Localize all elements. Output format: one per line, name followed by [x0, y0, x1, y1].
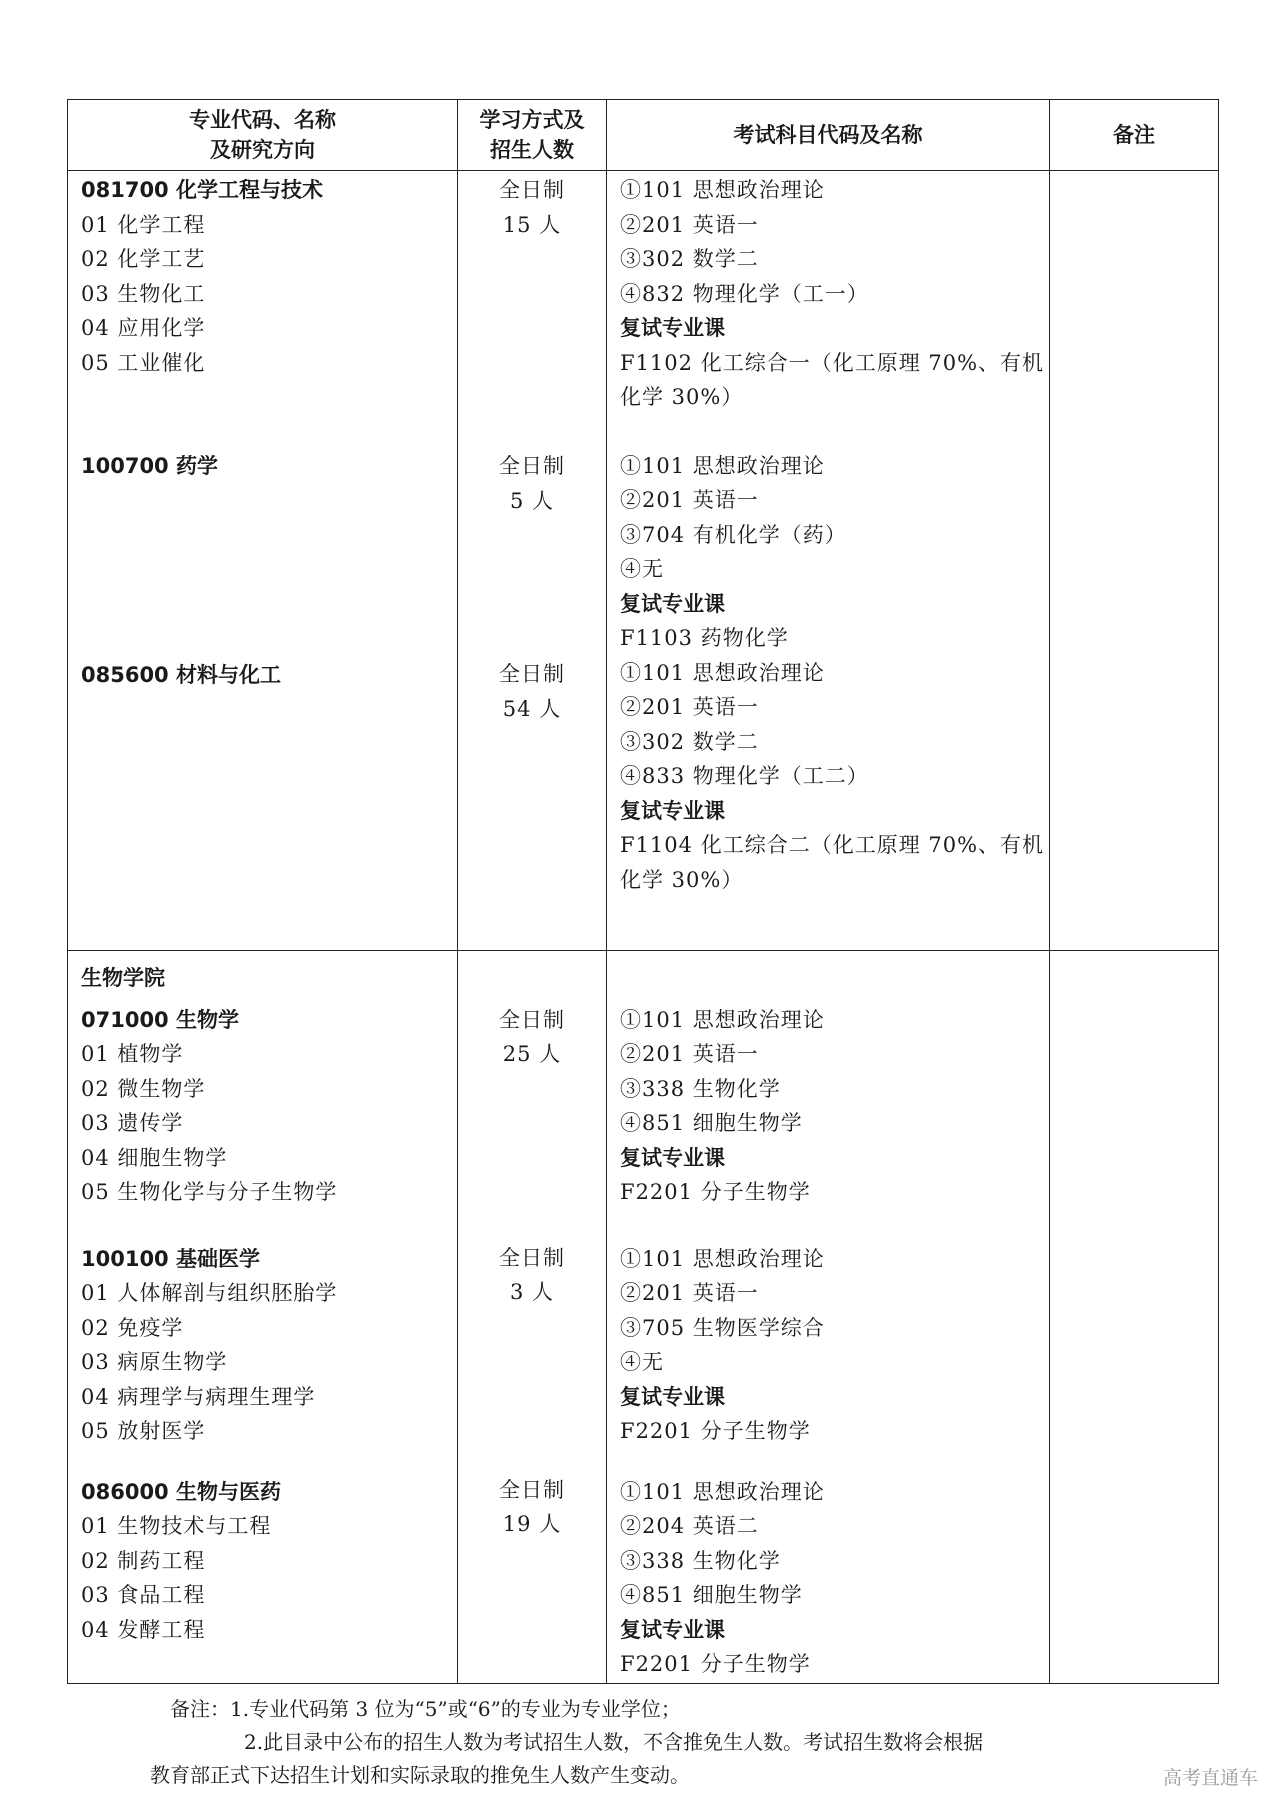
exam-item: ①101 思想政治理论 — [620, 178, 825, 202]
direction-item: 04 发酵工程 — [81, 1617, 206, 1642]
watermark: 高考直通车 — [1162, 1767, 1258, 1789]
direction-item: 03 病原生物学 — [81, 1350, 228, 1374]
retest-item: F1104 化工综合二（化工原理 70%、有机 — [620, 833, 1045, 857]
retest-label: 复试专业课 — [620, 1384, 725, 1409]
enroll-count: 19 人 — [502, 1512, 562, 1536]
direction-item: 03 食品工程 — [81, 1583, 206, 1607]
footer-note-1: 备注：1.专业代码第 3 位为“5”或“6”的专业为专业学位； — [170, 1697, 681, 1721]
retest-label: 复试专业课 — [620, 591, 725, 616]
direction-item: 04 病理学与病理生理学 — [81, 1384, 316, 1409]
exam-item: ②204 英语二 — [620, 1514, 759, 1538]
direction-item: 01 人体解剖与组织胚胎学 — [81, 1281, 338, 1305]
direction-item: 03 生物化工 — [81, 281, 206, 306]
exam-item: ④832 物理化学（工一） — [620, 281, 869, 306]
major-cell — [68, 951, 458, 1684]
note-cell — [1050, 951, 1219, 1684]
retest-item: F2201 分子生物学 — [620, 1180, 811, 1204]
major-cell — [68, 171, 458, 951]
exam-cell — [607, 171, 1050, 951]
exam-item: ③338 生物化学 — [620, 1548, 781, 1573]
exam-item: ②201 英语一 — [620, 1042, 759, 1066]
enroll-count: 15 人 — [502, 212, 562, 237]
study-mode: 全日制 — [499, 662, 565, 686]
study-mode: 全日制 — [499, 454, 565, 478]
retest-label: 复试专业课 — [620, 316, 725, 340]
direction-item: 02 制药工程 — [81, 1548, 206, 1573]
direction-item: 02 免疫学 — [81, 1315, 184, 1340]
exam-item: ②201 英语一 — [620, 695, 759, 719]
footer-note-3: 教育部正式下达招生计划和实际录取的推免生人数产生变动。 — [150, 1763, 690, 1787]
program-title: 085600 材料与化工 — [81, 662, 281, 687]
enroll-count: 54 人 — [502, 696, 562, 721]
study-mode: 全日制 — [499, 178, 565, 202]
exam-item: ③704 有机化学（药） — [620, 522, 847, 547]
enroll-count: 5 人 — [509, 488, 555, 513]
exam-item: ②201 英语一 — [620, 212, 759, 237]
exam-item: ③302 数学二 — [620, 247, 759, 271]
retest-label: 复试专业课 — [620, 1617, 725, 1642]
exam-item: ④851 细胞生物学 — [620, 1583, 803, 1607]
direction-item: 04 应用化学 — [81, 316, 206, 340]
program-title: 100100 基础医学 — [81, 1246, 260, 1271]
header-major-line1: 专业代码、名称 — [189, 108, 336, 132]
retest-item: F2201 分子生物学 — [620, 1419, 811, 1443]
direction-item: 01 生物技术与工程 — [81, 1514, 272, 1538]
exam-item: ①101 思想政治理论 — [620, 1246, 825, 1271]
table-header-row — [68, 100, 1219, 171]
retest-label: 复试专业课 — [620, 798, 725, 823]
mode-cell — [458, 171, 607, 951]
program-title: 081700 化学工程与技术 — [81, 178, 323, 202]
program-title: 071000 生物学 — [81, 1007, 239, 1032]
header-mode-line2: 招生人数 — [490, 138, 574, 162]
direction-item: 05 生物化学与分子生物学 — [81, 1180, 338, 1204]
exam-item: ③338 生物化学 — [620, 1076, 781, 1101]
retest-item: 化学 30%） — [620, 385, 744, 409]
section-row-1 — [68, 171, 1219, 951]
retest-item: 化学 30%） — [620, 867, 744, 892]
header-mode — [458, 100, 607, 171]
study-mode: 全日制 — [499, 1007, 565, 1032]
footer-note-2: 2.此目录中公布的招生人数为考试招生人数，不含推免生人数。考试招生数将会根据 — [244, 1730, 984, 1754]
mode-cell — [458, 951, 607, 1684]
study-mode: 全日制 — [499, 1245, 565, 1270]
enroll-count: 25 人 — [502, 1042, 562, 1066]
header-major-line2: 及研究方向 — [210, 138, 315, 162]
program-title: 100700 药学 — [81, 454, 218, 478]
admissions-table — [67, 99, 1219, 1684]
exam-item: ③302 数学二 — [620, 729, 759, 754]
retest-item: F1103 药物化学 — [620, 626, 789, 650]
direction-item: 02 化学工艺 — [81, 247, 206, 271]
exam-item: ④851 细胞生物学 — [620, 1111, 803, 1135]
exam-item: ①101 思想政治理论 — [620, 453, 825, 478]
header-mode-line1: 学习方式及 — [479, 108, 585, 132]
direction-item: 02 微生物学 — [81, 1076, 206, 1101]
exam-item: ①101 思想政治理论 — [620, 1479, 825, 1504]
exam-item: ①101 思想政治理论 — [620, 660, 825, 685]
direction-item: 01 化学工程 — [81, 212, 206, 237]
exam-item: ②201 英语一 — [620, 1281, 759, 1305]
note-cell — [1050, 171, 1219, 951]
header-exam: 考试科目代码及名称 — [607, 100, 1050, 171]
retest-item: F1102 化工综合一（化工原理 70%、有机 — [620, 350, 1045, 375]
direction-item: 04 细胞生物学 — [81, 1145, 228, 1170]
section-row-2 — [68, 951, 1219, 1684]
footer-notes — [150, 1693, 984, 1792]
exam-item: ④833 物理化学（工二） — [620, 764, 869, 788]
exam-item: ②201 英语一 — [620, 488, 759, 512]
exam-item: ④无 — [620, 1350, 664, 1374]
exam-item: ③705 生物医学综合 — [620, 1315, 825, 1340]
program-title: 086000 生物与医药 — [81, 1479, 281, 1504]
exam-item: ④无 — [620, 557, 664, 581]
school-name: 生物学院 — [81, 966, 165, 990]
exam-item: ①101 思想政治理论 — [620, 1007, 825, 1032]
header-major — [68, 100, 458, 171]
exam-cell — [607, 951, 1050, 1684]
header-note: 备注 — [1050, 100, 1219, 171]
direction-item: 03 遗传学 — [81, 1111, 184, 1135]
enroll-count: 3 人 — [509, 1280, 555, 1304]
direction-item: 01 植物学 — [81, 1042, 184, 1066]
direction-item: 05 工业催化 — [81, 350, 206, 375]
retest-item: F2201 分子生物学 — [620, 1652, 811, 1676]
study-mode: 全日制 — [499, 1477, 565, 1502]
direction-item: 05 放射医学 — [81, 1419, 206, 1443]
retest-label: 复试专业课 — [620, 1145, 725, 1170]
